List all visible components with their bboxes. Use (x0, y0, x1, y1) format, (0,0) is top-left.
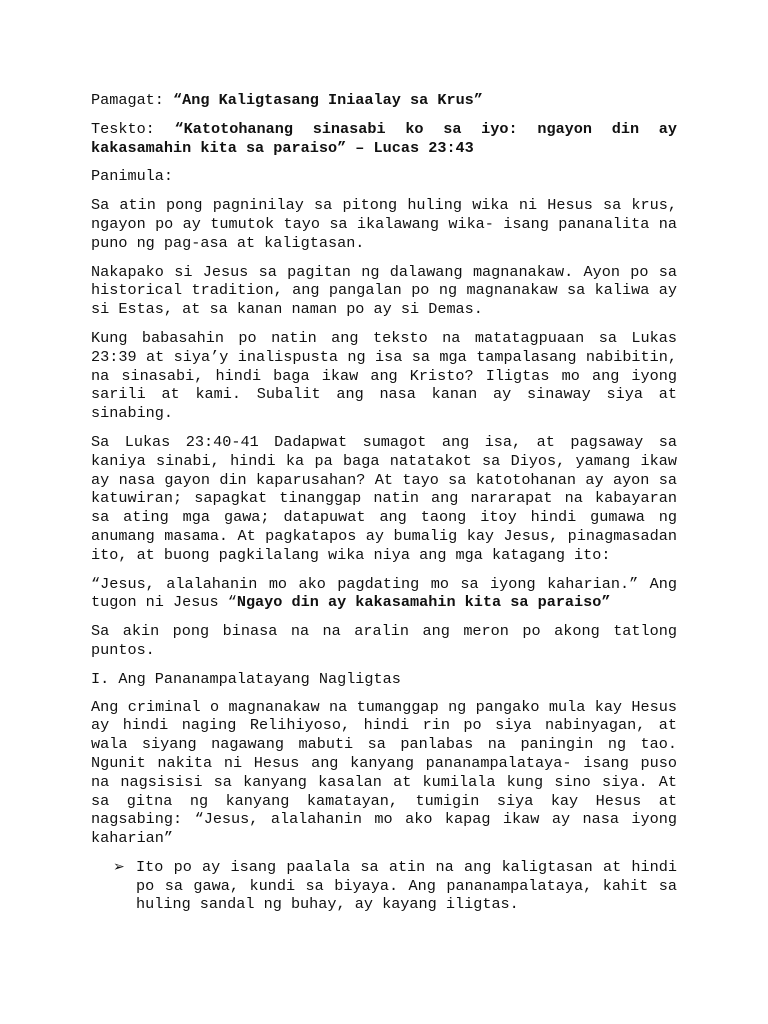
title-line (91, 91, 677, 110)
paragraph-2: Nakapako si Jesus sa pagitan ng dalawang magnanakaw. Ayon po sa historical tradition, ang pangalan po ng magnanakaw sa kaliwa ay si Estas, at sa kanan naman po ay si Demas. (91, 262, 677, 319)
bullet-list (91, 858, 677, 914)
title-label: Pamagat: (91, 91, 174, 109)
points-intro: Sa akin pong binasa na na aralin ang meron po akong tatlong puntos. (91, 622, 677, 659)
text-line (91, 120, 677, 158)
paragraph-4: Sa Lukas 23:40-41 Dadapwat sumagot ang isa, at pagsaway sa kaniya sinabi, hindi ka pa baga natatakot sa Diyos, yamang ikaw ay nasa gayon din kaparusahan? At tayo sa katotohanan ay ayon sa katuwiran; sapagkat tinanggap natin ang nararapat na kabayaran sa ating mga gawa; datapuwat ang taong itoy hindi gumawa ng anumang masama. At pagkatapos ay bumalig kay Jesus, pinagmasadan ito, at buong pagkilalang wika niya ang mga katagang ito: (91, 432, 677, 564)
text-label: Teskto: (91, 119, 175, 138)
intro-label: Panimula: (91, 167, 174, 186)
section-paragraph: Ang criminal o magnanakaw na tumanggap ng pangako mula kay Hesus ay hindi naging Relihiyoso, hindi rin po siya nabinyagan, at wala siyang nagawang mabuti sa panlabas na paningin ng tao. Ngunit nakita ni Hesus ang kanyang pananampalataya- isang puso na nagsisisi sa kanyang kasalan at kumilala kung sino siya. At sa gitna ng kanyang kamatayan, tumigin siya kay Hesus at nagsabing: “Jesus, alalahanin mo ako kapag ikaw ay nasa iyong kaharian” (91, 697, 677, 848)
quote-paragraph (91, 575, 677, 613)
quote-lead: “Jesus, alalahanin mo ako pagdating mo sa iyong kaharian.” Ang tugon ni Jesus “ (91, 574, 677, 612)
list-item (91, 858, 677, 914)
scripture-text: “Katotohanang sinasabi ko sa iyo: ngayon din ay kakasamahin kita sa paraiso” – Lucas 23:43 (91, 119, 678, 157)
quote-bold: Ngayo din ay kakasamahin kita sa paraiso” (236, 593, 611, 612)
document-page (91, 91, 677, 914)
bullet-text: Ito po ay isang paalala sa atin na ang kaligtasan at hindi po sa gawa, kundi sa biyaya. Ang pananampalataya, kahit sa huling sandal ng buhay, ay kayang iligtas. (136, 857, 677, 914)
sermon-title: “Ang Kaligtasang Iniaalay sa Krus” (173, 91, 483, 109)
paragraph-1: Sa atin pong pagninilay sa pitong huling wika ni Hesus sa krus, ngayon po ay tumutok tayo sa ikalawang wika- isang pananalita na puno ng pag-asa at kaligtasan. (91, 196, 677, 252)
arrow-bullet-icon: ➢ (113, 858, 125, 875)
paragraph-3: Kung babasahin po natin ang teksto na matatagpuaan sa Lukas 23:39 at siya’y inalispusta ng isa sa mga tampalasang nabibitin, na sinasabi, hindi baga ikaw ang Kristo? Iligtas mo ang iyong sarili at kami. Subalit ang nasa kanan ay sinaway siya at sinabing. (91, 328, 677, 423)
section-heading: I. Ang Pananampalatayang Nagligtas (91, 669, 401, 688)
